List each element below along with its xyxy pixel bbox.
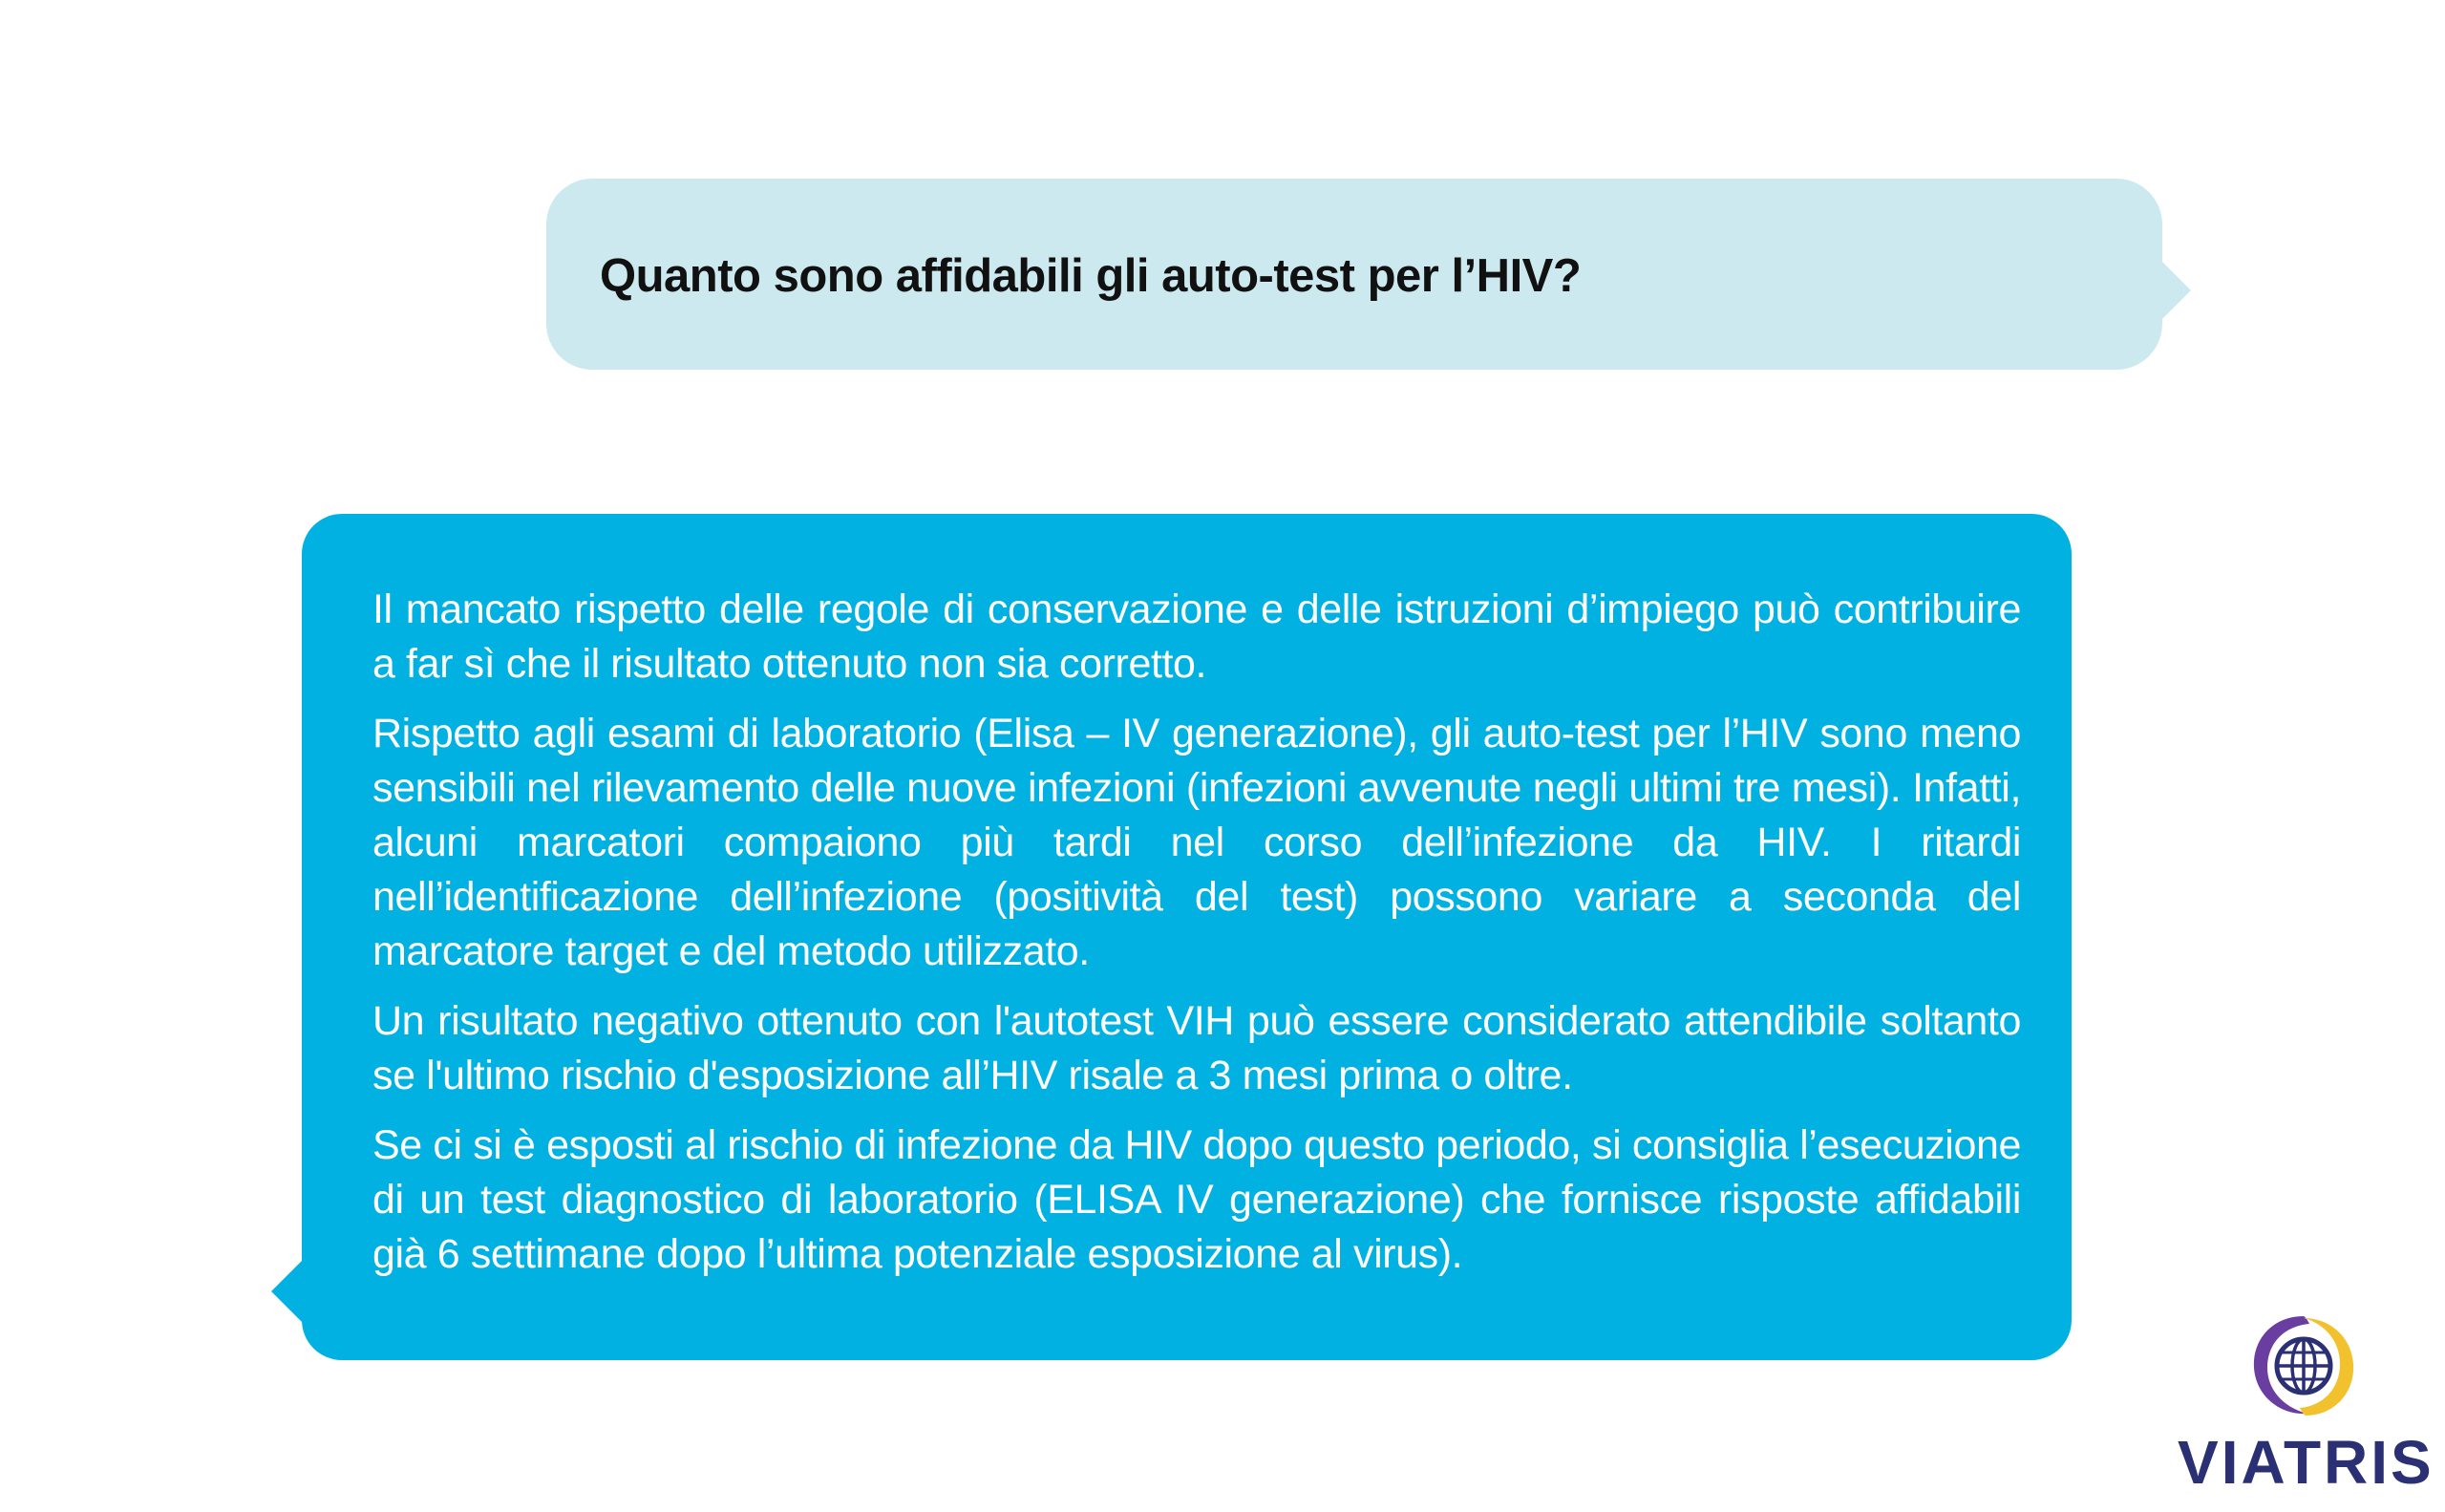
answer-paragraph: Il mancato rispetto delle regole di conservazione e delle istruzioni d’impiego può contribuire a far sì che il risultato ottenuto non sia corretto.: [372, 586, 2021, 687]
answer-bubble: [302, 514, 2072, 1360]
question-text: Quanto sono affidabili gli auto-test per l’HIV?: [600, 250, 1582, 302]
logo-wordmark: VIATRIS: [2178, 1428, 2434, 1497]
answer-paragraph: Rispetto agli esami di laboratorio (Elisa – IV generazione), gli auto-test per l’HIV sono meno sensibili nel rilevamento delle nuove infezioni (infezioni avvenute negli ultimi tre mesi). Infatti, alcuni marcatori compaiono più tardi nel corso dell’infezione da HIV. I ritardi nell’identificazione dell’infezione (positività del test) possono variare a seconda del marcatore target e del metodo utilizzato.: [372, 711, 2021, 974]
answer-bubble-tail: [271, 1259, 304, 1324]
answer-paragraph: Un risultato negativo ottenuto con l'autotest VIH può essere considerato attendibile soltanto se l'ultimo rischio d'esposizione all’HIV risale a 3 mesi prima o oltre.: [372, 998, 2021, 1098]
question-bubble-tail: [2158, 258, 2191, 323]
globe-swirl-icon: [2246, 1309, 2361, 1423]
viatris-logo: [2168, 1309, 2434, 1500]
answer-paragraph: Se ci si è esposti al rischio di infezione da HIV dopo questo periodo, si consiglia l’esecuzione di un test diagnostico di laboratorio (ELISA IV generazione) che fornisce risposte affidabili già 6 settimane dopo l’ultima potenziale esposizione al virus).: [372, 1122, 2021, 1277]
question-bubble: [546, 179, 2162, 370]
answer-body: [372, 583, 2021, 1297]
